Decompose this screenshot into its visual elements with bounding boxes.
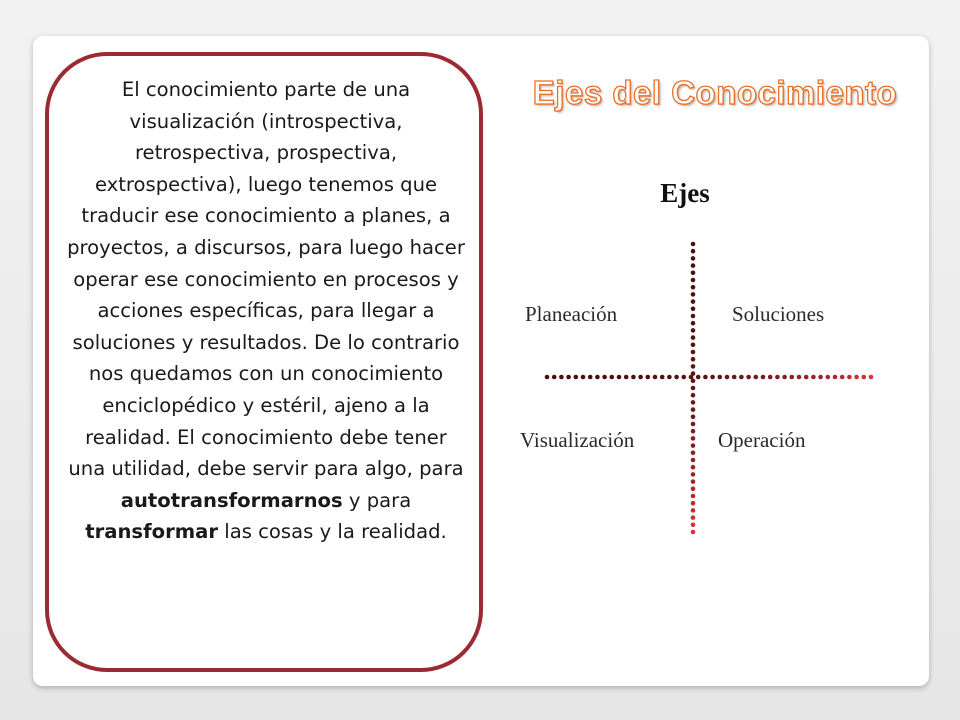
vertical-axis-dot: [691, 343, 696, 348]
vertical-axis-dot: [691, 479, 696, 484]
vertical-axis-dot: [691, 292, 696, 297]
horizontal-axis-dot: [703, 375, 708, 380]
paragraph-part-3: las cosas y la realidad.: [218, 520, 447, 544]
horizontal-axis-dot: [574, 375, 579, 380]
horizontal-axis-dot: [840, 375, 845, 380]
vertical-axis-dot: [691, 530, 696, 535]
vertical-axis-dot: [691, 328, 696, 333]
horizontal-axis-dot: [552, 375, 557, 380]
horizontal-axis-dot: [862, 375, 867, 380]
vertical-axis-dot: [691, 400, 696, 405]
vertical-axis-dot: [691, 515, 696, 520]
horizontal-axis-dot: [617, 375, 622, 380]
horizontal-axis-dot: [674, 375, 679, 380]
horizontal-axis-dot: [602, 375, 607, 380]
horizontal-axis-dot: [732, 375, 737, 380]
paragraph-part-2: y para: [342, 488, 412, 512]
horizontal-axis-dot: [559, 375, 564, 380]
vertical-axis-dot: [691, 249, 696, 254]
vertical-axis-dot: [691, 508, 696, 513]
vertical-axis-dot: [691, 465, 696, 470]
diagram-subtitle: Ejes: [660, 178, 710, 208]
paragraph-bold-1: autotransformarnos: [120, 488, 343, 512]
horizontal-axis-dot: [624, 375, 629, 380]
slide-title: Ejes del Conocimiento: [532, 74, 898, 111]
vertical-axis-dot: [691, 494, 696, 499]
vertical-axis-dot: [691, 415, 696, 420]
horizontal-axis-dot: [782, 375, 787, 380]
vertical-axis-dot: [691, 314, 696, 319]
horizontal-axis-dot: [826, 375, 831, 380]
vertical-axis-dot: [691, 443, 696, 448]
quadrant-label-top-left: Planeación: [525, 302, 618, 326]
vertical-axis-dot: [691, 501, 696, 506]
vertical-axis-dot: [691, 407, 696, 412]
horizontal-axis-dot: [869, 375, 874, 380]
vertical-axis-dot: [691, 451, 696, 456]
quadrant-label-bottom-right: Operación: [718, 428, 806, 452]
vertical-axis-dot: [691, 263, 696, 268]
horizontal-axis-dot: [797, 375, 802, 380]
vertical-axis-dot: [691, 357, 696, 362]
vertical-axis-dot: [691, 299, 696, 304]
vertical-axis-dot: [691, 386, 696, 391]
horizontal-axis-dot: [761, 375, 766, 380]
horizontal-axis-dot: [588, 375, 593, 380]
horizontal-axis-dot: [581, 375, 586, 380]
horizontal-axis-dot: [653, 375, 658, 380]
horizontal-axis-dot: [746, 375, 751, 380]
horizontal-axis-dot: [638, 375, 643, 380]
horizontal-axis: [545, 375, 874, 380]
horizontal-axis-dot: [804, 375, 809, 380]
horizontal-axis-dot: [739, 375, 744, 380]
horizontal-axis-dot: [725, 375, 730, 380]
horizontal-axis-dot: [818, 375, 823, 380]
vertical-axis-dot: [691, 307, 696, 312]
vertical-axis-dot: [691, 487, 696, 492]
horizontal-axis-dot: [696, 375, 701, 380]
vertical-axis-dot: [691, 321, 696, 326]
vertical-axis: [691, 242, 696, 535]
horizontal-axis-dot: [718, 375, 723, 380]
horizontal-axis-dot: [595, 375, 600, 380]
vertical-axis-dot: [691, 271, 696, 276]
horizontal-axis-dot: [610, 375, 615, 380]
horizontal-axis-dot: [775, 375, 780, 380]
vertical-axis-dot: [691, 393, 696, 398]
horizontal-axis-dot: [545, 375, 550, 380]
horizontal-axis-dot: [646, 375, 651, 380]
horizontal-axis-dot: [710, 375, 715, 380]
horizontal-axis-dot: [790, 375, 795, 380]
horizontal-axis-dot: [682, 375, 687, 380]
vertical-axis-dot: [691, 256, 696, 261]
horizontal-axis-dot: [768, 375, 773, 380]
vertical-axis-dot: [691, 285, 696, 290]
horizontal-axis-dot: [566, 375, 571, 380]
horizontal-axis-dot: [847, 375, 852, 380]
horizontal-axis-dot: [660, 375, 665, 380]
horizontal-axis-dot: [833, 375, 838, 380]
vertical-axis-dot: [691, 523, 696, 528]
horizontal-axis-dot: [631, 375, 636, 380]
quadrant-label-bottom-left: Visualización: [520, 428, 635, 452]
vertical-axis-dot: [691, 436, 696, 441]
quadrant-label-top-right: Soluciones: [732, 302, 825, 326]
vertical-axis-dot: [691, 278, 696, 283]
vertical-axis-dot: [691, 472, 696, 477]
vertical-axis-dot: [691, 335, 696, 340]
vertical-axis-dot: [691, 242, 696, 247]
horizontal-axis-dot: [811, 375, 816, 380]
paragraph-bold-2: transformar: [85, 520, 219, 544]
vertical-axis-dot: [691, 422, 696, 427]
vertical-axis-dot: [691, 458, 696, 463]
paragraph-part-1: El conocimiento parte de una visualización (introspectiva, retrospectiva, prospectiva, extrospectiva), luego tenemos que traducir ese conocimiento a planes, a proyectos, a discursos, para luego hacer operar ese conocimiento en procesos y acciones específicas, para llegar a soluciones y resultados. De lo contrario nos quedamos con un conocimiento enciclopédico y estéril, ajeno a la realidad. El conocimiento debe tener una utilidad, debe servir para algo, para: [67, 78, 465, 481]
horizontal-axis-dot: [854, 375, 859, 380]
vertical-axis-dot: [691, 429, 696, 434]
horizontal-axis-dot: [754, 375, 759, 380]
horizontal-axis-dot: [667, 375, 672, 380]
horizontal-axis-dot: [689, 375, 694, 380]
vertical-axis-dot: [691, 350, 696, 355]
vertical-axis-dot: [691, 364, 696, 369]
